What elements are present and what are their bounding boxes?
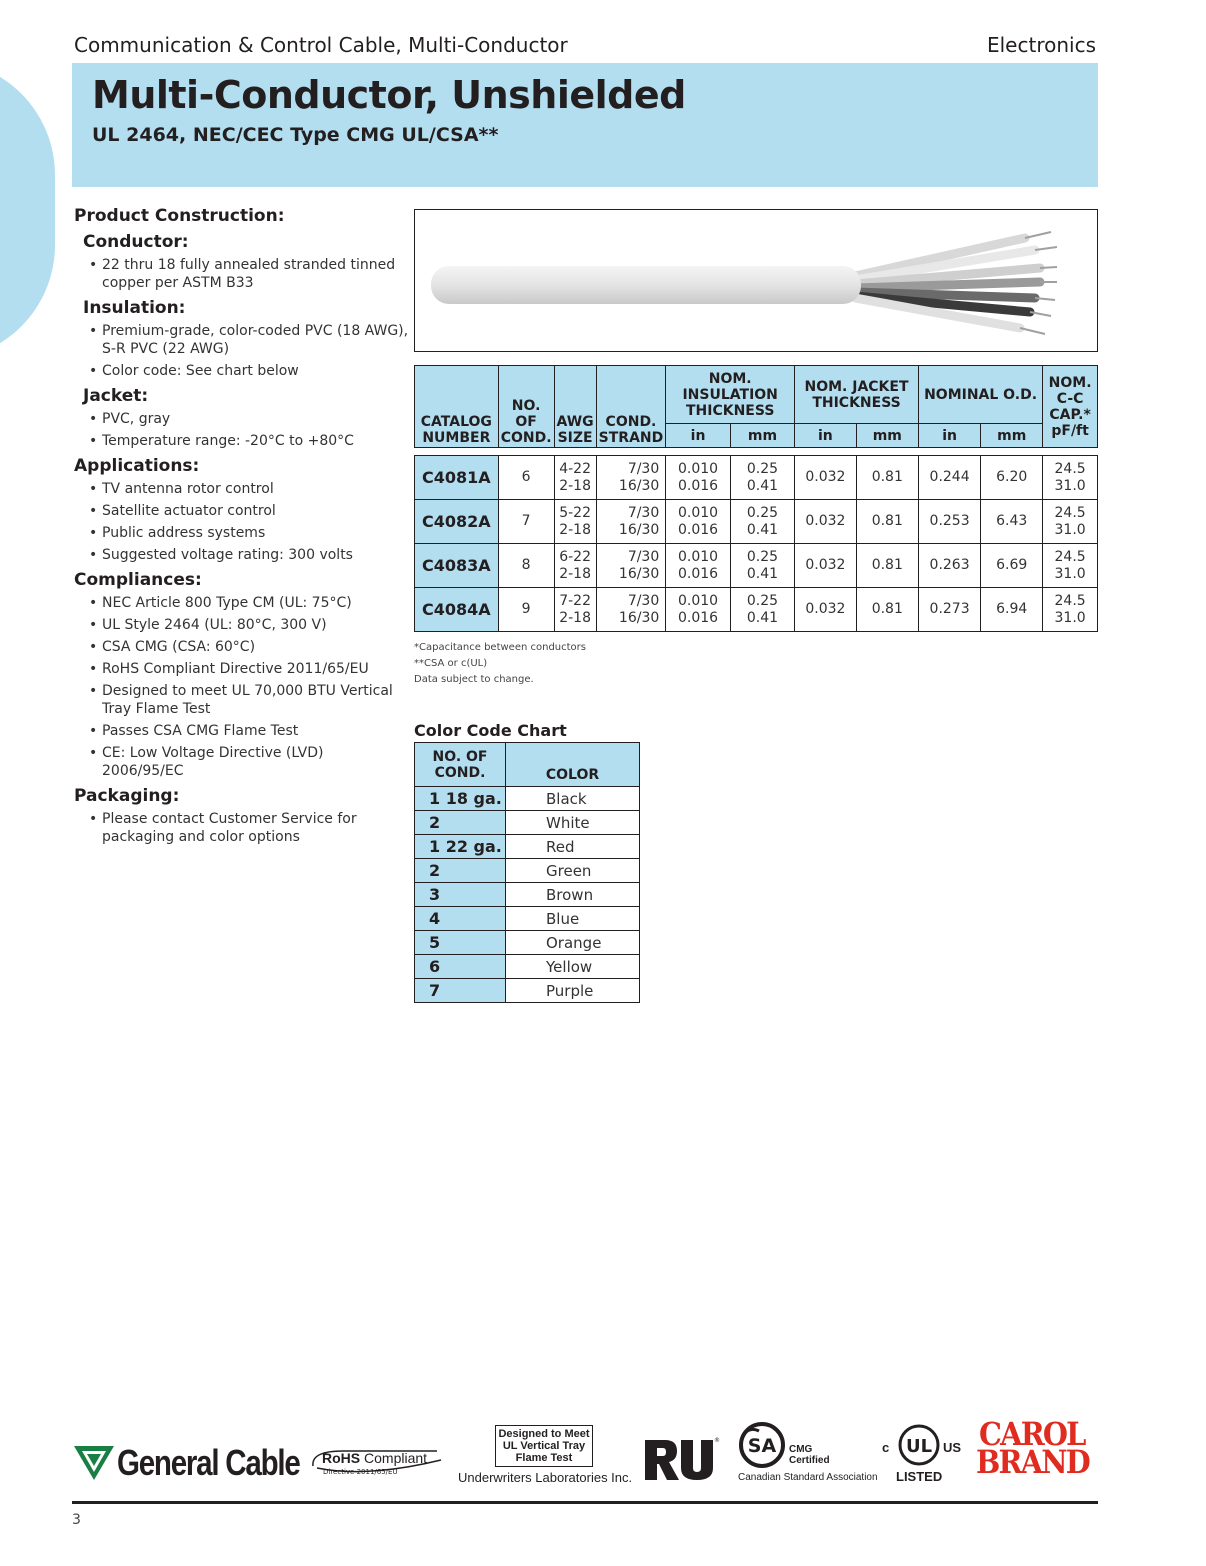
insulation-heading: Insulation: xyxy=(83,298,186,318)
footnote: Data subject to change. xyxy=(414,674,534,685)
col-ins-in: in xyxy=(666,424,731,448)
cap: 24.5 31.0 xyxy=(1043,456,1098,500)
list-item: • UL Style 2464 (UL: 80°C, 300 V) xyxy=(89,616,409,634)
color-name: Yellow xyxy=(506,955,640,979)
catalog-number: C4083A xyxy=(415,544,499,588)
svg-text:®: ® xyxy=(714,1437,720,1444)
table-row xyxy=(415,883,640,907)
cond-number: 1 18 ga. xyxy=(415,787,506,811)
page-subtitle: UL 2464, NEC/CEC Type CMG UL/CSA** xyxy=(92,124,499,146)
general-cable-icon xyxy=(72,1440,116,1484)
color-name: Purple xyxy=(506,979,640,1003)
col-jacket: NOM. JACKET THICKNESS xyxy=(795,366,919,424)
svg-text:SA: SA xyxy=(747,1435,777,1457)
jk-mm: 0.81 xyxy=(856,500,918,544)
culus-listed-mark xyxy=(880,1420,962,1486)
cond-number: 5 xyxy=(415,931,506,955)
list-item: • RoHS Compliant Directive 2011/65/EU xyxy=(89,660,409,678)
cond-number: 3 xyxy=(415,883,506,907)
ins-mm: 0.25 0.41 xyxy=(730,544,794,588)
footnote: **CSA or c(UL) xyxy=(414,658,488,669)
cond-count: 6 xyxy=(498,456,554,500)
od-in: 0.244 xyxy=(918,456,980,500)
catalog-number: C4081A xyxy=(415,456,499,500)
table-footnotes xyxy=(414,640,586,688)
od-mm: 6.69 xyxy=(981,544,1043,588)
catalog-number: C4082A xyxy=(415,500,499,544)
table-row xyxy=(415,588,1098,632)
color-name: Red xyxy=(506,835,640,859)
list-item: • Premium-grade, color-coded PVC (18 AWG), S-R PVC (22 AWG) xyxy=(89,322,409,358)
col-catalog: CATALOG NUMBER xyxy=(415,366,499,448)
csa-label: Canadian Standard Association xyxy=(738,1472,878,1483)
awg-size: 4-22 2-18 xyxy=(554,456,596,500)
col-ins-mm: mm xyxy=(730,424,794,448)
col-cap: NOM. C-C CAP.* pF/ft xyxy=(1043,366,1098,448)
jk-in: 0.032 xyxy=(795,456,857,500)
table-row xyxy=(415,500,1098,544)
ul-recognized-icon xyxy=(643,1434,721,1484)
list-item: • Temperature range: -20°C to +80°C xyxy=(89,432,409,450)
table-row xyxy=(415,787,640,811)
carol-brand-logo: CAROL BRAND xyxy=(976,1415,1089,1481)
category-label: Communication & Control Cable, Multi-Conductor xyxy=(74,33,568,57)
cond-number: 2 xyxy=(415,811,506,835)
csa-icon xyxy=(737,1421,787,1471)
cond-number: 1 22 ga. xyxy=(415,835,506,859)
cable-conductors xyxy=(855,232,1057,334)
ins-in: 0.010 0.016 xyxy=(666,500,731,544)
color-name: White xyxy=(506,811,640,835)
list-item: • Satellite actuator control xyxy=(89,502,409,520)
ins-in: 0.010 0.016 xyxy=(666,544,731,588)
running-header xyxy=(74,33,1096,59)
jacket-heading: Jacket: xyxy=(83,386,149,406)
construction-heading: Product Construction: xyxy=(74,206,285,226)
color-name: Blue xyxy=(506,907,640,931)
color-chart-title: Color Code Chart xyxy=(414,721,567,740)
od-mm: 6.94 xyxy=(981,588,1043,632)
cap: 24.5 31.0 xyxy=(1043,500,1098,544)
side-tab xyxy=(0,60,55,360)
table-row xyxy=(415,835,640,859)
brand-name: General Cable xyxy=(117,1442,300,1483)
od-in: 0.263 xyxy=(918,544,980,588)
general-cable-logo xyxy=(72,1438,300,1488)
section-label: Electronics xyxy=(986,33,1096,57)
table-row xyxy=(415,859,640,883)
packaging-heading: Packaging: xyxy=(74,786,180,806)
rohs-directive: Directive 2011/65/EU xyxy=(323,1468,398,1476)
col-jk-in: in xyxy=(795,424,857,448)
od-mm: 6.20 xyxy=(981,456,1043,500)
jk-mm: 0.81 xyxy=(856,456,918,500)
color-name: Green xyxy=(506,859,640,883)
cond-number: 4 xyxy=(415,907,506,931)
color-name: Brown xyxy=(506,883,640,907)
ul-recognized-mark xyxy=(643,1434,721,1484)
cap: 24.5 31.0 xyxy=(1043,588,1098,632)
csa-cmg-label: CMG Certified xyxy=(789,1444,830,1466)
list-item: • Color code: See chart below xyxy=(89,362,409,380)
color-name: Orange xyxy=(506,931,640,955)
cond-strand: 7/30 16/30 xyxy=(596,456,666,500)
catalog-number: C4084A xyxy=(415,588,499,632)
ins-in: 0.010 0.016 xyxy=(666,456,731,500)
col-od-in: in xyxy=(918,424,980,448)
col-color: COLOR xyxy=(506,743,640,787)
table-row xyxy=(415,907,640,931)
cond-count: 9 xyxy=(498,588,554,632)
col-insulation: NOM. INSULATION THICKNESS xyxy=(666,366,795,424)
header-gap xyxy=(415,448,1098,456)
svg-text:UL: UL xyxy=(905,1436,933,1457)
list-item: • Passes CSA CMG Flame Test xyxy=(89,722,409,740)
table-row xyxy=(415,955,640,979)
col-cond: NO. OF COND. xyxy=(415,743,506,787)
insulation-list xyxy=(89,322,409,380)
csa-logo xyxy=(737,1421,882,1485)
table-row xyxy=(415,811,640,835)
rohs-label: RoHS Compliant xyxy=(322,1450,428,1466)
page-title: Multi-Conductor, Unshielded xyxy=(92,73,686,117)
list-item: • NEC Article 800 Type CM (UL: 75°C) xyxy=(89,594,409,612)
jacket-list xyxy=(89,410,409,450)
cable-jacket xyxy=(431,266,861,304)
cond-number: 6 xyxy=(415,955,506,979)
conductor-list xyxy=(89,256,409,292)
table-row xyxy=(415,931,640,955)
cond-strand: 7/30 16/30 xyxy=(596,588,666,632)
cond-count: 8 xyxy=(498,544,554,588)
list-item: • Please contact Customer Service for packaging and color options xyxy=(89,810,409,846)
title-band xyxy=(72,63,1098,187)
table-row xyxy=(415,456,1098,500)
cond-strand: 7/30 16/30 xyxy=(596,544,666,588)
cond-number: 7 xyxy=(415,979,506,1003)
footnote: *Capacitance between conductors xyxy=(414,642,586,653)
left-column xyxy=(74,206,409,850)
compliances-heading: Compliances: xyxy=(74,570,202,590)
col-cond: NO. OF COND. xyxy=(498,366,554,448)
awg-size: 6-22 2-18 xyxy=(554,544,596,588)
jk-in: 0.032 xyxy=(795,500,857,544)
col-awg: AWG SIZE xyxy=(554,366,596,448)
od-in: 0.273 xyxy=(918,588,980,632)
jk-in: 0.032 xyxy=(795,544,857,588)
jk-mm: 0.81 xyxy=(856,588,918,632)
rohs-logo xyxy=(307,1448,445,1478)
list-item: • PVC, gray xyxy=(89,410,409,428)
col-strand: COND. STRAND xyxy=(596,366,666,448)
od-mm: 6.43 xyxy=(981,500,1043,544)
list-item: • 22 thru 18 fully annealed stranded tinned copper per ASTM B33 xyxy=(89,256,409,292)
ul-vertical-tray-badge: Designed to Meet UL Vertical Tray Flame Test xyxy=(495,1425,593,1467)
ul-circle-icon xyxy=(897,1423,941,1467)
list-item: • Designed to meet UL 70,000 BTU Vertical Tray Flame Test xyxy=(89,682,409,718)
cond-strand: 7/30 16/30 xyxy=(596,500,666,544)
list-item: • Public address systems xyxy=(89,524,409,542)
applications-list xyxy=(89,480,409,564)
awg-size: 5-22 2-18 xyxy=(554,500,596,544)
cable-photo xyxy=(414,209,1098,352)
list-item: • CSA CMG (CSA: 60°C) xyxy=(89,638,409,656)
jk-in: 0.032 xyxy=(795,588,857,632)
culus-us: US xyxy=(943,1440,962,1455)
list-item: • Suggested voltage rating: 300 volts xyxy=(89,546,409,564)
od-in: 0.253 xyxy=(918,500,980,544)
ins-mm: 0.25 0.41 xyxy=(730,500,794,544)
specifications-table xyxy=(414,365,1098,632)
footer-rule xyxy=(72,1501,1098,1504)
conductor-heading: Conductor: xyxy=(83,232,189,252)
culus-listed: LISTED xyxy=(896,1469,943,1484)
culus-c: c xyxy=(882,1440,890,1455)
awg-size: 7-22 2-18 xyxy=(554,588,596,632)
cap: 24.5 31.0 xyxy=(1043,544,1098,588)
col-od-mm: mm xyxy=(981,424,1043,448)
ul-label: Underwriters Laboratories Inc. xyxy=(458,1470,633,1485)
cable-illustration xyxy=(415,210,1097,351)
table-row xyxy=(415,979,640,1003)
ins-mm: 0.25 0.41 xyxy=(730,456,794,500)
list-item: • CE: Low Voltage Directive (LVD) 2006/95/EC xyxy=(89,744,409,780)
packaging-list xyxy=(89,810,409,846)
list-item: • TV antenna rotor control xyxy=(89,480,409,498)
color-code-table xyxy=(414,742,640,1003)
page-number: 3 xyxy=(72,1512,81,1528)
cond-number: 2 xyxy=(415,859,506,883)
col-jk-mm: mm xyxy=(856,424,918,448)
col-od: NOMINAL O.D. xyxy=(918,366,1042,424)
applications-heading: Applications: xyxy=(74,456,200,476)
compliances-list xyxy=(89,594,409,780)
jk-mm: 0.81 xyxy=(856,544,918,588)
ins-mm: 0.25 0.41 xyxy=(730,588,794,632)
table-row xyxy=(415,544,1098,588)
ins-in: 0.010 0.016 xyxy=(666,588,731,632)
cond-count: 7 xyxy=(498,500,554,544)
color-name: Black xyxy=(506,787,640,811)
